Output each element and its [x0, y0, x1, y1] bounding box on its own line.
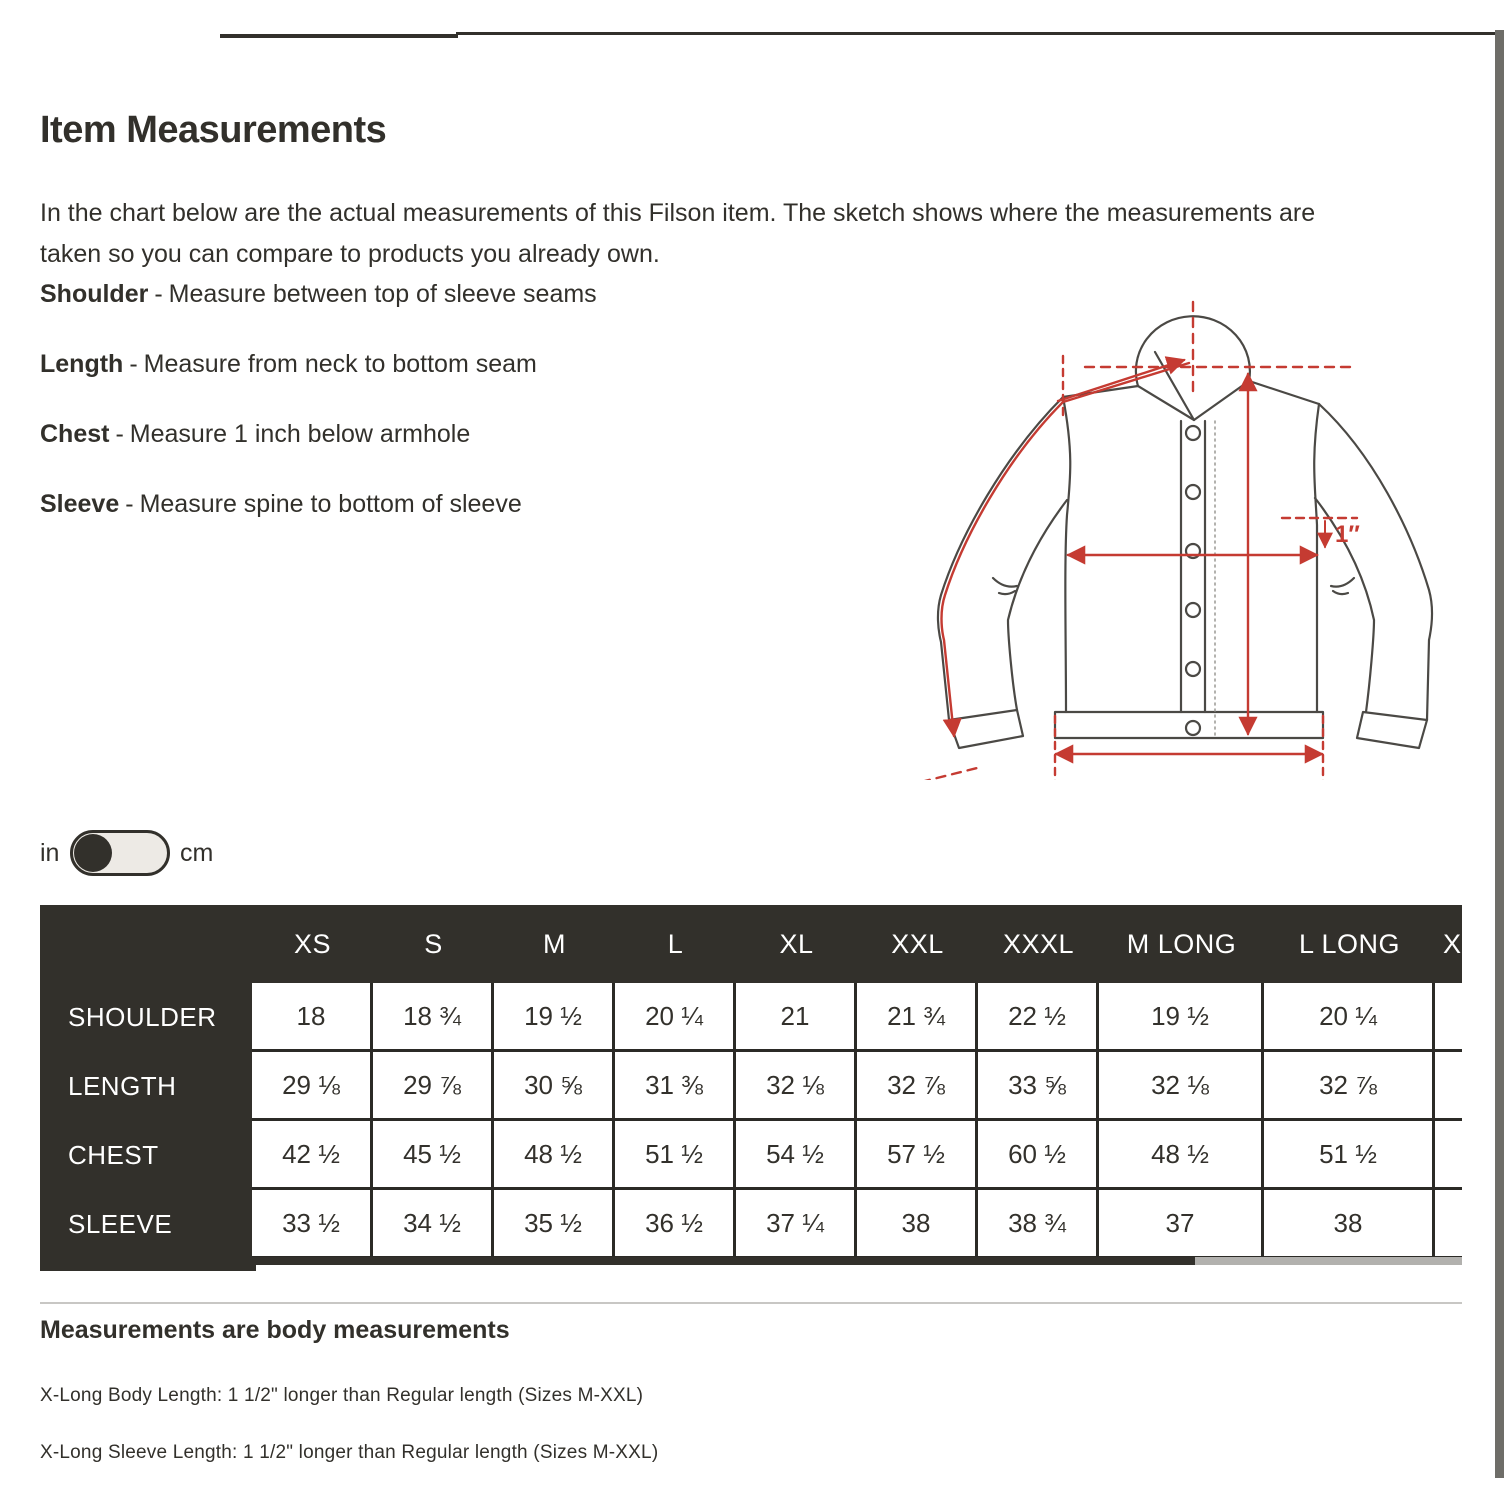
table-scrollbar-thumb[interactable] [256, 1257, 1195, 1265]
table-cell: 37 [1099, 1190, 1264, 1259]
definition-separator: - [115, 420, 124, 448]
definition-description: Measure from neck to bottom seam [143, 350, 537, 378]
table-cell: 33 ⅝ [978, 1052, 1099, 1121]
definition-separator: - [125, 490, 134, 518]
table-cell: 29 ⅞ [373, 1052, 494, 1121]
table-cell: 32 ⅛ [1099, 1052, 1264, 1121]
table-cell: 54 ½ [736, 1121, 857, 1190]
table-cell: 37 ¼ [736, 1190, 857, 1259]
definition-term: Sleeve [40, 490, 120, 518]
table-cell-partial [1435, 983, 1462, 1052]
table-cell: 34 ½ [373, 1190, 494, 1259]
table-cell-partial [1435, 1190, 1462, 1259]
table-cell: 18 [252, 983, 373, 1052]
panel-top-border [456, 32, 1496, 35]
size-column-header: XS [252, 905, 373, 983]
table-cell: 57 ½ [857, 1121, 978, 1190]
row-label-column-foot [40, 1257, 256, 1271]
table-cell: 21 [736, 983, 857, 1052]
row-label: CHEST [40, 1121, 252, 1190]
definition-separator: - [154, 280, 163, 308]
table-cell: 51 ½ [1264, 1121, 1435, 1190]
size-column-header: XL [736, 905, 857, 983]
definition-term: Chest [40, 420, 110, 448]
table-cell: 38 [857, 1190, 978, 1259]
table-cell: 30 ⅝ [494, 1052, 615, 1121]
size-column-header: L LONG [1264, 905, 1435, 983]
table-cell: 18 ¾ [373, 983, 494, 1052]
intro-text: In the chart below are the actual measurements of this Filson item. The sketch shows where the measurements are taken so you can compare to products you already own. [40, 199, 1316, 268]
table-cell: 32 ⅞ [857, 1052, 978, 1121]
definition-separator: - [129, 350, 138, 378]
row-label: LENGTH [40, 1052, 252, 1121]
definition-term: Length [40, 350, 124, 378]
table-cell: 33 ½ [252, 1190, 373, 1259]
panel-top-border-segment [220, 34, 458, 38]
table-cell: 19 ½ [1099, 983, 1264, 1052]
row-label: SLEEVE [40, 1190, 252, 1259]
jacket-measurement-sketch [905, 290, 1475, 780]
table-cell: 38 ¾ [978, 1190, 1099, 1259]
table-cell: 29 ⅛ [252, 1052, 373, 1121]
footer-note-sleeve-length: X-Long Sleeve Length: 1 1/2" longer than Regular length (Sizes M-XXL) [40, 1442, 659, 1463]
definition-length [40, 350, 537, 379]
definition-shoulder [40, 280, 597, 309]
table-cell: 42 ½ [252, 1121, 373, 1190]
inches-label: in [40, 839, 60, 867]
size-column-header: XXXL [978, 905, 1099, 983]
table-scrollbar-track[interactable] [1195, 1257, 1462, 1265]
table-cell: 36 ½ [615, 1190, 736, 1259]
one-inch-label: 1″ [1335, 521, 1360, 548]
definition-chest [40, 420, 470, 449]
size-column-header: M LONG [1099, 905, 1264, 983]
table-cell: 20 ¼ [615, 983, 736, 1052]
table-cell: 21 ¾ [857, 983, 978, 1052]
row-label: SHOULDER [40, 983, 252, 1052]
definition-sleeve [40, 490, 522, 519]
table-corner-cell [40, 905, 252, 983]
size-column-header-partial: X [1435, 905, 1462, 983]
definition-description: Measure between top of sleeve seams [168, 280, 597, 308]
footer-note-body-length: X-Long Body Length: 1 1/2" longer than Regular length (Sizes M-XXL) [40, 1385, 644, 1406]
table-cell: 19 ½ [494, 983, 615, 1052]
size-column-header: S [373, 905, 494, 983]
definition-description: Measure spine to bottom of sleeve [139, 490, 522, 518]
size-table [40, 905, 1462, 1259]
size-column-header: XXL [857, 905, 978, 983]
table-cell: 32 ⅞ [1264, 1052, 1435, 1121]
table-cell: 51 ½ [615, 1121, 736, 1190]
definition-term: Shoulder [40, 280, 149, 308]
definition-description: Measure 1 inch below armhole [129, 420, 471, 448]
table-cell: 20 ¼ [1264, 983, 1435, 1052]
table-cell: 31 ⅜ [615, 1052, 736, 1121]
table-cell: 22 ½ [978, 983, 1099, 1052]
table-cell: 45 ½ [373, 1121, 494, 1190]
size-column-header: L [615, 905, 736, 983]
table-cell: 38 [1264, 1190, 1435, 1259]
footer-heading: Measurements are body measurements [40, 1316, 510, 1344]
measurement-arrows [921, 302, 1357, 780]
centimeters-label: cm [180, 839, 214, 867]
table-cell-partial [1435, 1052, 1462, 1121]
table-cell: 32 ⅛ [736, 1052, 857, 1121]
table-cell: 48 ½ [1099, 1121, 1264, 1190]
table-cell: 35 ½ [494, 1190, 615, 1259]
page-title: Item Measurements [40, 109, 387, 152]
size-table-grid [40, 905, 1462, 1259]
footer-divider [40, 1302, 1462, 1304]
table-cell: 60 ½ [978, 1121, 1099, 1190]
table-cell: 48 ½ [494, 1121, 615, 1190]
table-cell-partial [1435, 1121, 1462, 1190]
size-column-header: M [494, 905, 615, 983]
background-page-edge [1495, 30, 1504, 1478]
unit-toggle-knob[interactable] [74, 834, 112, 872]
unit-toggle[interactable] [70, 830, 170, 876]
